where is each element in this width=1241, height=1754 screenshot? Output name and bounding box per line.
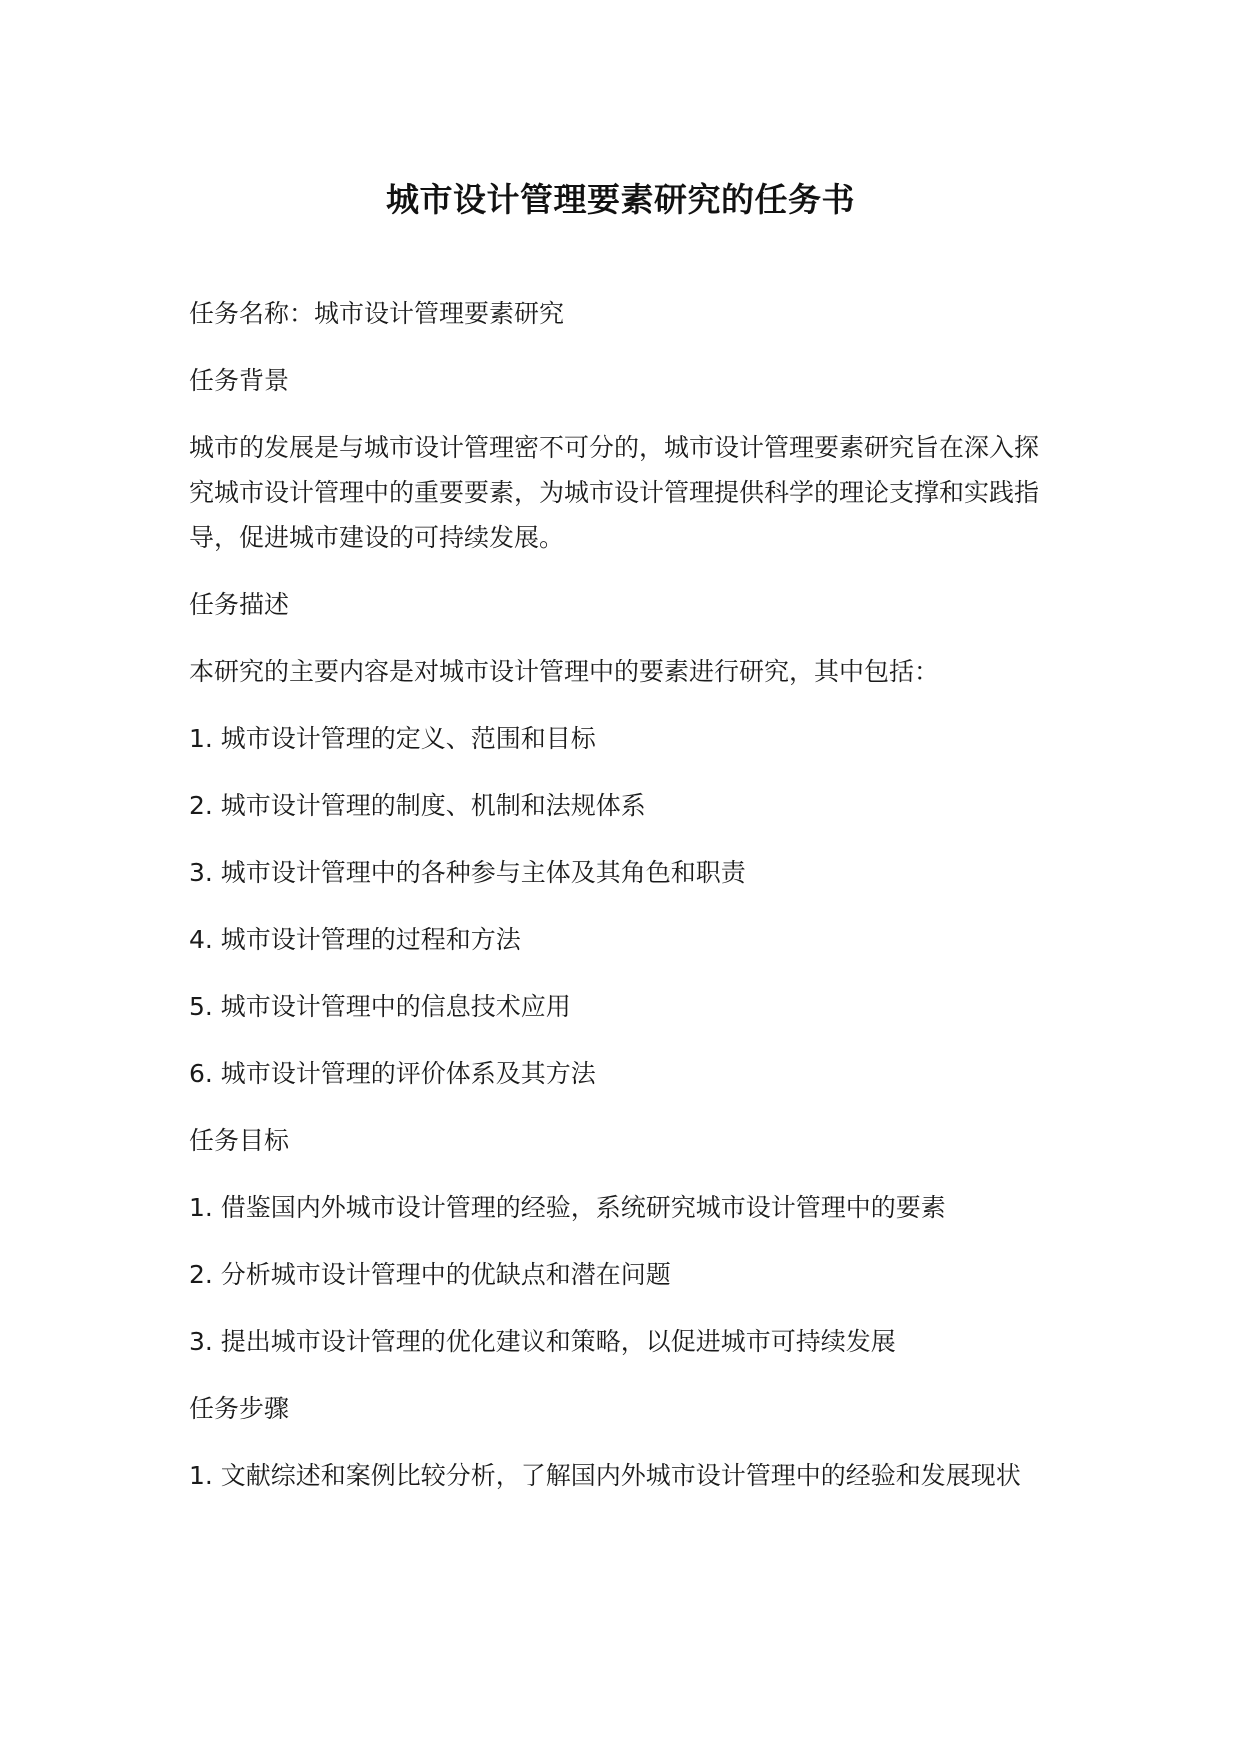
description-item: 2. 城市设计管理的制度、机制和法规体系 [189,791,646,820]
document-body [189,291,1049,1520]
description-item: 4. 城市设计管理的过程和方法 [189,925,521,954]
goals-item: 2. 分析城市设计管理中的优缺点和潜在问题 [189,1260,671,1289]
description-intro: 本研究的主要内容是对城市设计管理中的要素进行研究，其中包括： [189,657,940,686]
background-heading: 任务背景 [189,366,290,395]
background-text: 城市的发展是与城市设计管理密不可分的，城市设计管理要素研究旨在深入探究城市设计管理中的重要要素，为城市设计管理提供科学的理论支撑和实践指导，促进城市建设的可持续发展。 [189,433,1040,552]
steps-item: 1. 文献综述和案例比较分析，了解国内外城市设计管理中的经验和发展现状 [189,1461,1021,1490]
steps-heading: 任务步骤 [189,1394,290,1423]
task-name: 任务名称：城市设计管理要素研究 [189,299,565,328]
goals-heading: 任务目标 [189,1126,290,1155]
description-item: 3. 城市设计管理中的各种参与主体及其角色和职责 [189,858,746,887]
description-item: 5. 城市设计管理中的信息技术应用 [189,992,571,1021]
description-heading: 任务描述 [189,590,290,619]
goals-item: 3. 提出城市设计管理的优化建议和策略，以促进城市可持续发展 [189,1327,896,1356]
goals-item: 1. 借鉴国内外城市设计管理的经验，系统研究城市设计管理中的要素 [189,1193,946,1222]
description-item: 6. 城市设计管理的评价体系及其方法 [189,1059,596,1088]
description-item: 1. 城市设计管理的定义、范围和目标 [189,724,596,753]
document-title: 城市设计管理要素研究的任务书 [386,180,855,219]
